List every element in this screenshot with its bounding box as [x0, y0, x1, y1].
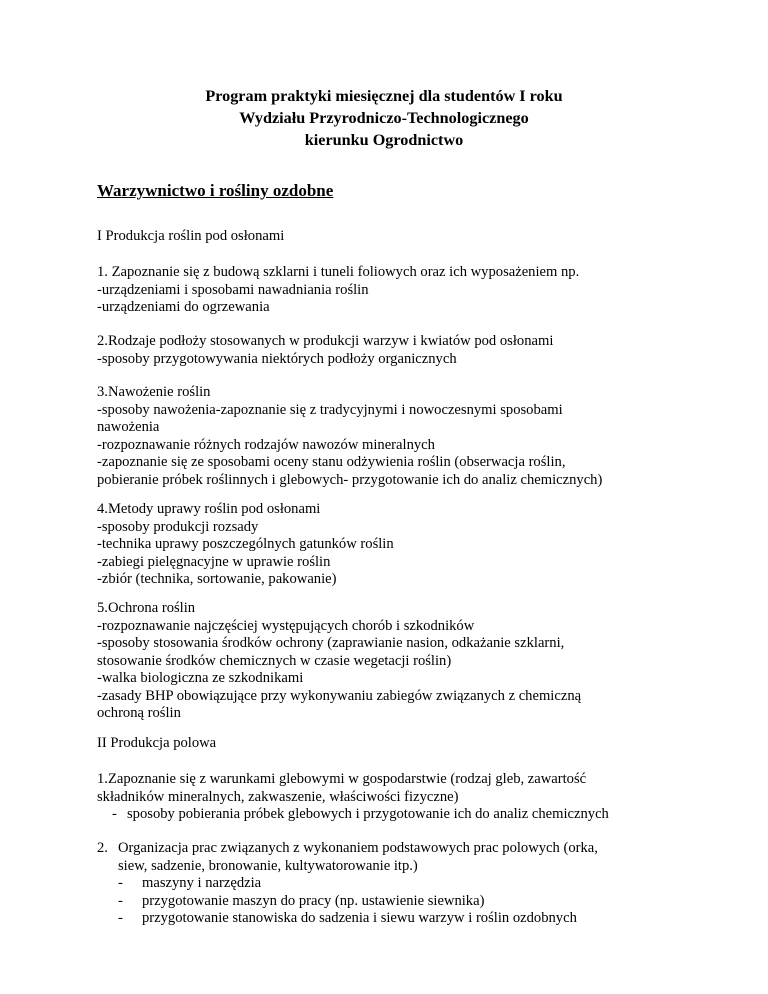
section-1-item-3	[97, 384, 737, 489]
section-heading: Warzywnictwo i rośliny ozdobne	[97, 181, 334, 200]
bullet-dash: -	[118, 892, 123, 909]
section-2-item-2	[97, 840, 737, 928]
section-2-item-1	[97, 771, 737, 824]
section-2-head: II Produkcja polowa	[97, 735, 217, 751]
bullet-dash: -	[118, 875, 123, 891]
title-line-1: Program praktyki miesięcznej dla studentów I roku	[205, 87, 563, 105]
list-item-text: maszyny i narzędzia	[142, 875, 262, 891]
text-line: -sposoby stosowania środków ochrony (zaprawianie nasion, odkażanie szklarni,	[97, 635, 565, 651]
text-line: -walka biologiczna ze szkodnikami	[97, 670, 304, 686]
list-item	[97, 806, 737, 824]
text-line: nawożenia	[97, 419, 160, 435]
list-item-text: przygotowanie stanowiska do sadzenia i siewu warzyw i roślin ozdobnych	[142, 910, 577, 926]
text-line: -rozpoznawanie najczęściej występujących chorób i szkodników	[97, 617, 475, 634]
text-line: 4.Metody uprawy roślin pod osłonami	[97, 501, 321, 517]
document-title	[0, 85, 768, 151]
numbered-paragraph	[97, 840, 737, 875]
text-line: -sposoby przygotowywania niektórych podłoży organicznych	[97, 350, 457, 367]
text-line: -zasady BHP obowiązujące przy wykonywaniu zabiegów związanych z chemiczną	[97, 687, 582, 704]
list-item-text: przygotowanie maszyn do pracy (np. ustawienie siewnika)	[142, 892, 485, 909]
text-line: -zapoznanie się ze sposobami oceny stanu odżywienia roślin (obserwacja roślin,	[97, 454, 566, 470]
title-line-3: kierunku Ogrodnictwo	[304, 131, 464, 149]
bullet-dash: -	[112, 806, 117, 822]
text-line: 5.Ochrona roślin	[97, 600, 196, 616]
title-line-2: Wydziału Przyrodniczo-Technologicznego	[239, 109, 529, 127]
text-line: 1. Zapoznanie się z budową szklarni i tuneli foliowych oraz ich wyposażeniem np.	[97, 264, 580, 280]
text-line: pobieranie próbek roślinnych i glebowych- przygotowanie ich do analiz chemicznych)	[97, 471, 603, 488]
section-1-item-2	[97, 333, 737, 368]
text-line: -urządzeniami do ogrzewania	[97, 299, 270, 315]
section-1-item-5	[97, 600, 737, 723]
text-line: 2.Rodzaje podłoży stosowanych w produkcji warzyw i kwiatów pod osłonami	[97, 333, 554, 349]
item-number: 2.	[97, 840, 108, 856]
text-line: stosowanie środków chemicznych w czasie wegetacji roślin)	[97, 652, 452, 669]
list-item-text: sposoby pobierania próbek glebowych i przygotowanie ich do analiz chemicznych	[127, 806, 609, 822]
text-line: składników mineralnych, zakwaszenie, właściwości fizyczne)	[97, 788, 459, 805]
text-line: -urządzeniami i sposobami nawadniania roślin	[97, 281, 369, 298]
text-line: -sposoby nawożenia-zapoznanie się z tradycyjnymi i nowoczesnymi sposobami	[97, 401, 563, 418]
text-line: 1.Zapoznanie się z warunkami glebowymi w gospodarstwie (rodzaj gleb, zawartość	[97, 771, 587, 787]
text-line: ochroną roślin	[97, 705, 181, 721]
section-1-head: I Produkcja roślin pod osłonami	[97, 228, 285, 244]
section-1-item-1	[97, 264, 737, 317]
list-item	[97, 875, 737, 893]
list-item	[97, 910, 737, 928]
text-line: -technika uprawy poszczególnych gatunków roślin	[97, 536, 394, 552]
bullet-dash: -	[118, 910, 123, 926]
section-1-item-4	[97, 501, 737, 589]
text-line: siew, sadzenie, bronowanie, kultywatorowanie itp.)	[118, 857, 418, 874]
text-line: -rozpoznawanie różnych rodzajów nawozów mineralnych	[97, 436, 435, 453]
text-line: -zabiegi pielęgnacyjne w uprawie roślin	[97, 553, 331, 570]
text-line: 3.Nawożenie roślin	[97, 384, 211, 400]
text-line: Organizacja prac związanych z wykonaniem podstawowych prac polowych (orka,	[118, 840, 598, 856]
text-line: -zbiór (technika, sortowanie, pakowanie)	[97, 571, 337, 587]
list-item	[97, 893, 737, 911]
text-line: -sposoby produkcji rozsady	[97, 518, 259, 535]
